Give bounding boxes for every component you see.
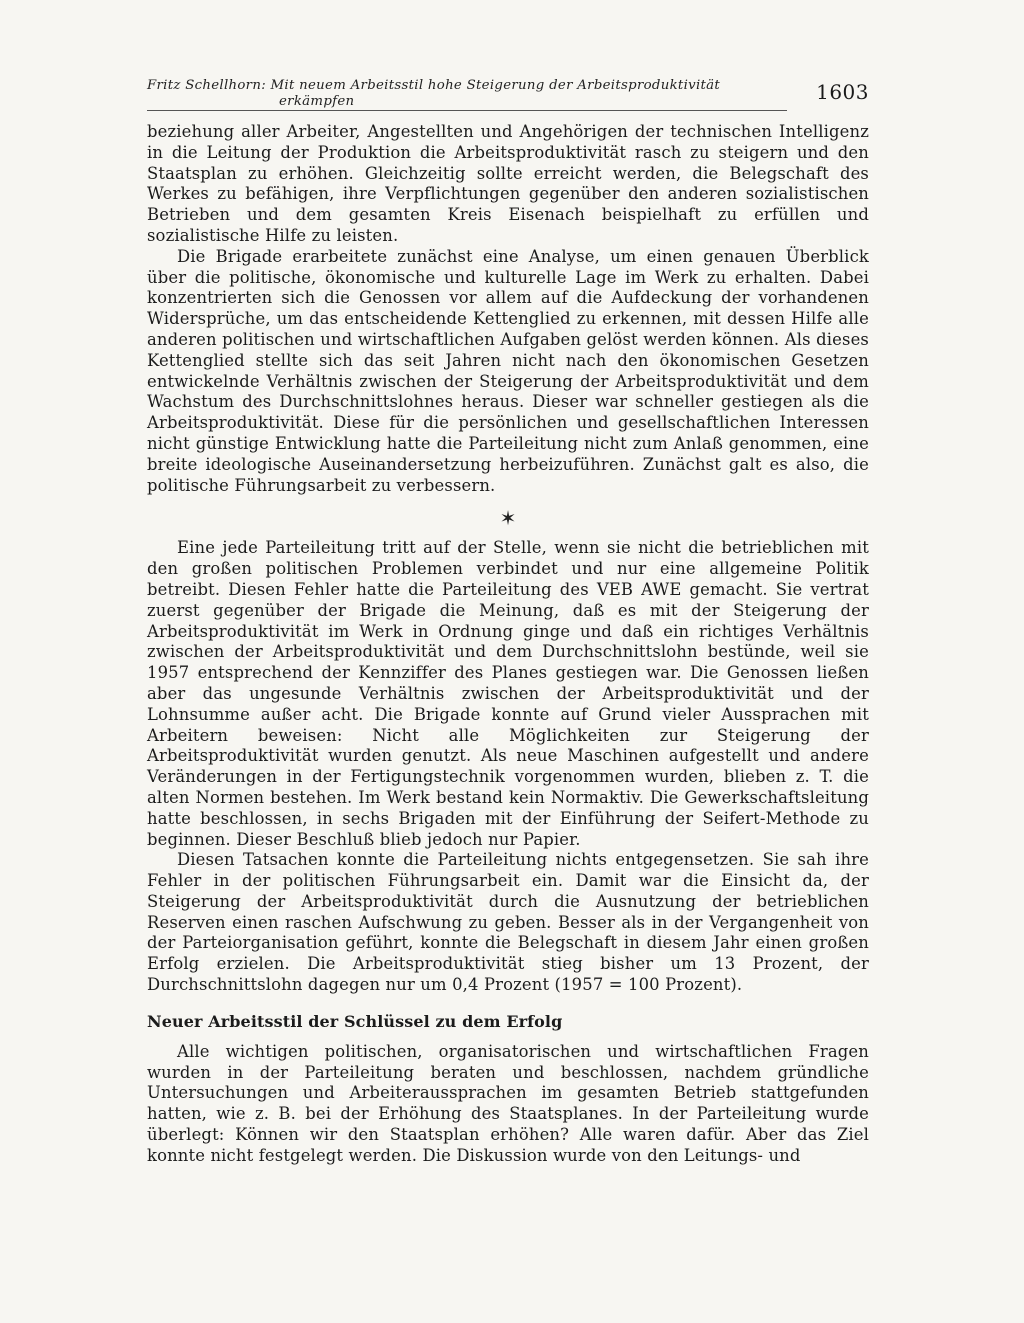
- paragraph: Diesen Tatsachen konnte die Parteileitung nichts entgegensetzen. Sie sah ihre Fehler in der politischen Führungsarbeit ein. Damit war die Einsicht da, der Steigerung der Arbeitsproduktivität durch die Ausnutzung der betrieblichen Reserven einen raschen Aufschwung zu geben. Besser als in der Vergangenheit von der Parteiorganisation geführt, konnte die Belegschaft in diesem Jahr einen großen Erfolg erzielen. Die Arbeitsproduktivität stieg bisher um 13 Prozent, der Durchschnittslohn dagegen nur um 0,4 Prozent (1957 = 100 Prozent).: [147, 850, 869, 995]
- running-head-title: [147, 78, 787, 110]
- paragraph: Die Brigade erarbeitete zunächst eine Analyse, um einen genauen Überblick über die politische, ökonomische und kulturelle Lage im Werk zu erhalten. Dabei konzentrierten sich die Genossen vor allem auf die Aufdeckung der vorhandenen Widersprüche, um das entscheidende Kettenglied zu erkennen, mit dessen Hilfe alle anderen politischen und wirtschaftlichen Aufgaben gelöst werden können. Als dieses Kettenglied stellte sich das seit Jahren nicht nach den ökonomischen Gesetzen entwickelnde Verhältnis zwischen der Steigerung der Arbeitsproduktivität und dem Wachstum des Durchschnittslohnes heraus. Dieser war schneller gestiegen als die Arbeitsproduktivität. Diese für die persönlichen und gesellschaftlichen Interessen nicht günstige Entwicklung hatte die Parteileitung nicht zum Anlaß genommen, eine breite ideologische Auseinandersetzung herbeizuführen. Zunächst galt es also, die politische Führungsarbeit zu verbessern.: [147, 246, 869, 495]
- paragraph-continued: beziehung aller Arbeiter, Angestellten und Angehörigen der technischen Intelligenz in die Leitung der Produktion die Arbeitsproduktivität rasch zu steigern und den Staatsplan zu erhöhen. Gleichzeitig sollte erreicht werden, die Belegschaft des Werkes zu befähigen, ihre Verpflichtungen gegenüber den anderen sozialistischen Betrieben und dem gesamten Kreis Eisenach beispielhaft zu erfüllen und sozialistische Hilfe zu leisten.: [147, 122, 869, 245]
- page-number: 1603: [816, 80, 869, 104]
- running-head-title-line-2: erkämpfen: [279, 94, 355, 109]
- paragraph: Eine jede Parteileitung tritt auf der Stelle, wenn sie nicht die betrieblichen mit den großen politischen Problemen verbindet und nur eine allgemeine Politik betreibt. Diesen Fehler hatte die Parteileitung des VEB AWE gemacht. Sie vertrat zuerst gegenüber der Brigade die Meinung, daß es mit der Steigerung der Arbeitsproduktivität im Werk in Ordnung ginge und daß ein richtiges Verhältnis zwischen der Arbeitsproduktivität und dem Durchschnittslohn bestünde, weil sie 1957 entsprechend der Kennziffer des Planes gestiegen war. Die Genossen ließen aber das ungesunde Verhältnis zwischen der Arbeitsproduktivität und der Lohnsumme außer acht. Die Brigade konnte auf Grund vieler Aussprachen mit Arbeitern beweisen: Nicht alle Möglichkeiten zur Steigerung der Arbeitsproduktivität wurden genutzt. Als neue Maschinen aufgestellt und andere Veränderungen in der Fertigungstechnik vorgenommen wurden, blieben z. T. die alten Normen bestehen. Im Werk bestand kein Normaktiv. Die Gewerkschaftsleitung hatte beschlossen, in sechs Brigaden mit der Einführung der Seifert-Methode zu beginnen. Dieser Beschluß blieb jedoch nur Papier.: [147, 538, 869, 849]
- article-body: [147, 122, 869, 1167]
- running-head-rule: [147, 110, 787, 111]
- running-head-title-line-1: Fritz Schellhorn: Mit neuem Arbeitsstil hohe Steigerung der Arbeitsproduktivität: [147, 78, 721, 93]
- paragraph: Alle wichtigen politischen, organisatorischen und wirtschaftlichen Fragen wurden in der Parteileitung beraten und beschlossen, nachdem gründliche Untersuchungen und Arbeiteraussprachen im gesamten Betrieb stattgefunden hatten, wie z. B. bei der Erhöhung des Staatsplanes. In der Parteileitung wurde überlegt: Können wir den Staatsplan erhöhen? Alle waren dafür. Aber das Ziel konnte nicht festgelegt werden. Die Diskussion wurde von den Leitungs- und: [147, 1041, 869, 1165]
- section-heading: Neuer Arbeitsstil der Schlüssel zu dem Erfolg: [147, 1011, 563, 1031]
- running-head: [147, 76, 869, 122]
- page: [147, 76, 869, 1167]
- section-separator-asterisk: ✶: [499, 506, 517, 531]
